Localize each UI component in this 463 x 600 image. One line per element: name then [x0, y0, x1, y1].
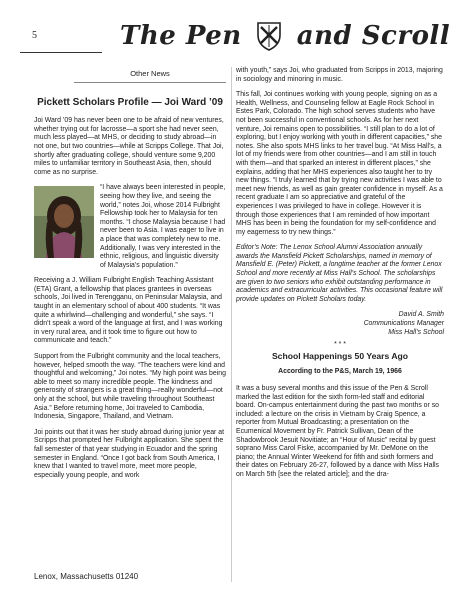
right-column [236, 67, 444, 487]
left-column [34, 67, 226, 487]
portrait-photo [34, 186, 94, 258]
article-paragraph: Receiving a J. William Fulbright English Teaching Assistant (ETA) Grant, a fellowship that places grantees in overseas schools, Joi lived in Terengganu, on Peninsular Malaysia, and taught in an elementary school of about 400 students. “It was quite a whirlwind—challenging and wonderful,” she says. “I didn’t speak a word of the language at first, and I was working in very rural area, and it took time to figure out how to communicate and teach.” [34, 277, 223, 345]
page-number: 5 [32, 30, 37, 41]
article-paragraph: “I have always been interested in people, seeing how they live, and seeing the world,” notes Joi, whose 2014 Fulbright Fellowship took her to Malaysia for ten months. “I chose Malaysia because I had never been to Asia. I was eager to live in a place that was completely new to me. Additionally, I was very interested in the ethnic, religious, and linguistic diversity of Malaysia’s population.” [100, 184, 226, 269]
article-paragraph: with youth,” says Joi, who graduated from Scripps in 2013, majoring in sociology and minoring in music. [236, 67, 443, 83]
masthead-rule [20, 52, 102, 53]
column-divider [231, 67, 232, 582]
title-right: and Scroll [296, 21, 451, 51]
masthead [20, 22, 450, 58]
article-paragraph: Joi Ward ’09 has never been one to be afraid of new ventures, whether trying out for lacrosse—a sport she had never seen, much less played—at MHS, or deciding to study abroad—in not one, but two countries—while at Scripps College. That Joi, shortly after graduating college, should venture some 9,200 miles to unfamiliar territory in Southeast Asia, then, should come as no surprise. [34, 117, 224, 176]
newspaper-title [120, 20, 450, 51]
article-paragraph: This fall, Joi continues working with young people, signing on as a Health, Wellness, and Counseling fellow at Eagle Rock School in Estes Park, Colorado. The high school serves students who have not been successful in conventional schools. As for her next venture, Joi remains open to possibilities. “I still plan to do a lot of exploring, but I enjoy working with youth in different capacities,” she notes. She also spots MHS links to her travel bug. “At Miss Hall’s, a lot of my friends were from other countries—and I am still in touch with them—and that sparked an interest in different places,” she explains, adding that her MHS experiences also taught her to try new things. “I truly learned that by trying new activities I was able to meet new friends, as well as gain greater confidence in myself. As a recent graduate I am so appreciative and grateful of the experiences I was privileged to have in college. However it is through those experiences that I am reminded of how important MHS has been in being the foundation for my self-confidence and my eagerness to try new things.” [236, 91, 443, 236]
section-separator: * * * [334, 341, 346, 349]
section-label: Other News [74, 70, 226, 83]
editor-note: Editor’s Note: The Lenox School Alumni Association annually awards the Mansfield Pickett Scholarships, named in memory of Mansfield E. (Peter) Pickett, a longtime teacher at the former Lenox School and more recently at Miss Hall’s School. The scholarships are given to two seniors who exhibit outstanding performance in academics and extracurricular activities. This occasional feature will provide updates on Pickett Scholars today. [236, 244, 443, 303]
article-paragraph: Support from the Fulbright community and the local teachers, however, helped smooth the way. “The teachers were kind and thoughtful and welcoming,” Joi notes. “My high point was being able to meet so many incredible people. The kindness and generosity of strangers is a great thing—really wonderful—not only at the school, but while traveling throughout Southeast Asia.” Before returning home, Joi traveled to Cambodia, Indonesia, Singapore, Thailand, and Vietnam. [34, 353, 226, 421]
article-headline: School Happenings 50 Years Ago [271, 350, 409, 361]
article-subhead: According to the P&S, March 19, 1966 [278, 368, 402, 376]
page-footer: Lenox, Massachusetts 01240 [34, 572, 139, 581]
signature-org: Miss Hall’s School [388, 328, 444, 336]
signature-title: Communications Manager [363, 320, 444, 328]
signature-name: David A. Smith [398, 311, 444, 319]
article-paragraph: Joi points out that it was her study abroad during junior year at Scripps that prompted her Fulbright application. She spent the fall semester of that year studying in Ecuador and the spring semester in England. “Once I got back from South America, I knew that I wanted to travel more, meet more people, especially young people, and work [34, 428, 224, 479]
article-paragraph: It was a busy several months and this issue of the Pen & Scroll marked the last edition for the sixth form-led staff and editorial board. On-campus entertainment during the past two months or so included: a lecture on the crisis in Vietnam by Craig Spence, a reporter from Mutual Broadcasting; a presentation on the Ecumenical Movement by Fr. Patrick Sullivan, Dean of the Shadowbrook Jesuit Novitiate; an “Hour of Music” recital by guest soprano Miss Carol Fiske, accompanied by Mr. DeMone on the piano; the Annual Winter Weekend for fifth and sixth formers and their dates on February 26-27, followed by a dance with Miss Halls on March 5th [see the related article]; and the dra- [236, 385, 439, 478]
title-left: The Pen [120, 21, 242, 51]
article-headline: Pickett Scholars Profile — Joi Ward ’09 [37, 96, 223, 108]
crest-icon [255, 21, 283, 51]
